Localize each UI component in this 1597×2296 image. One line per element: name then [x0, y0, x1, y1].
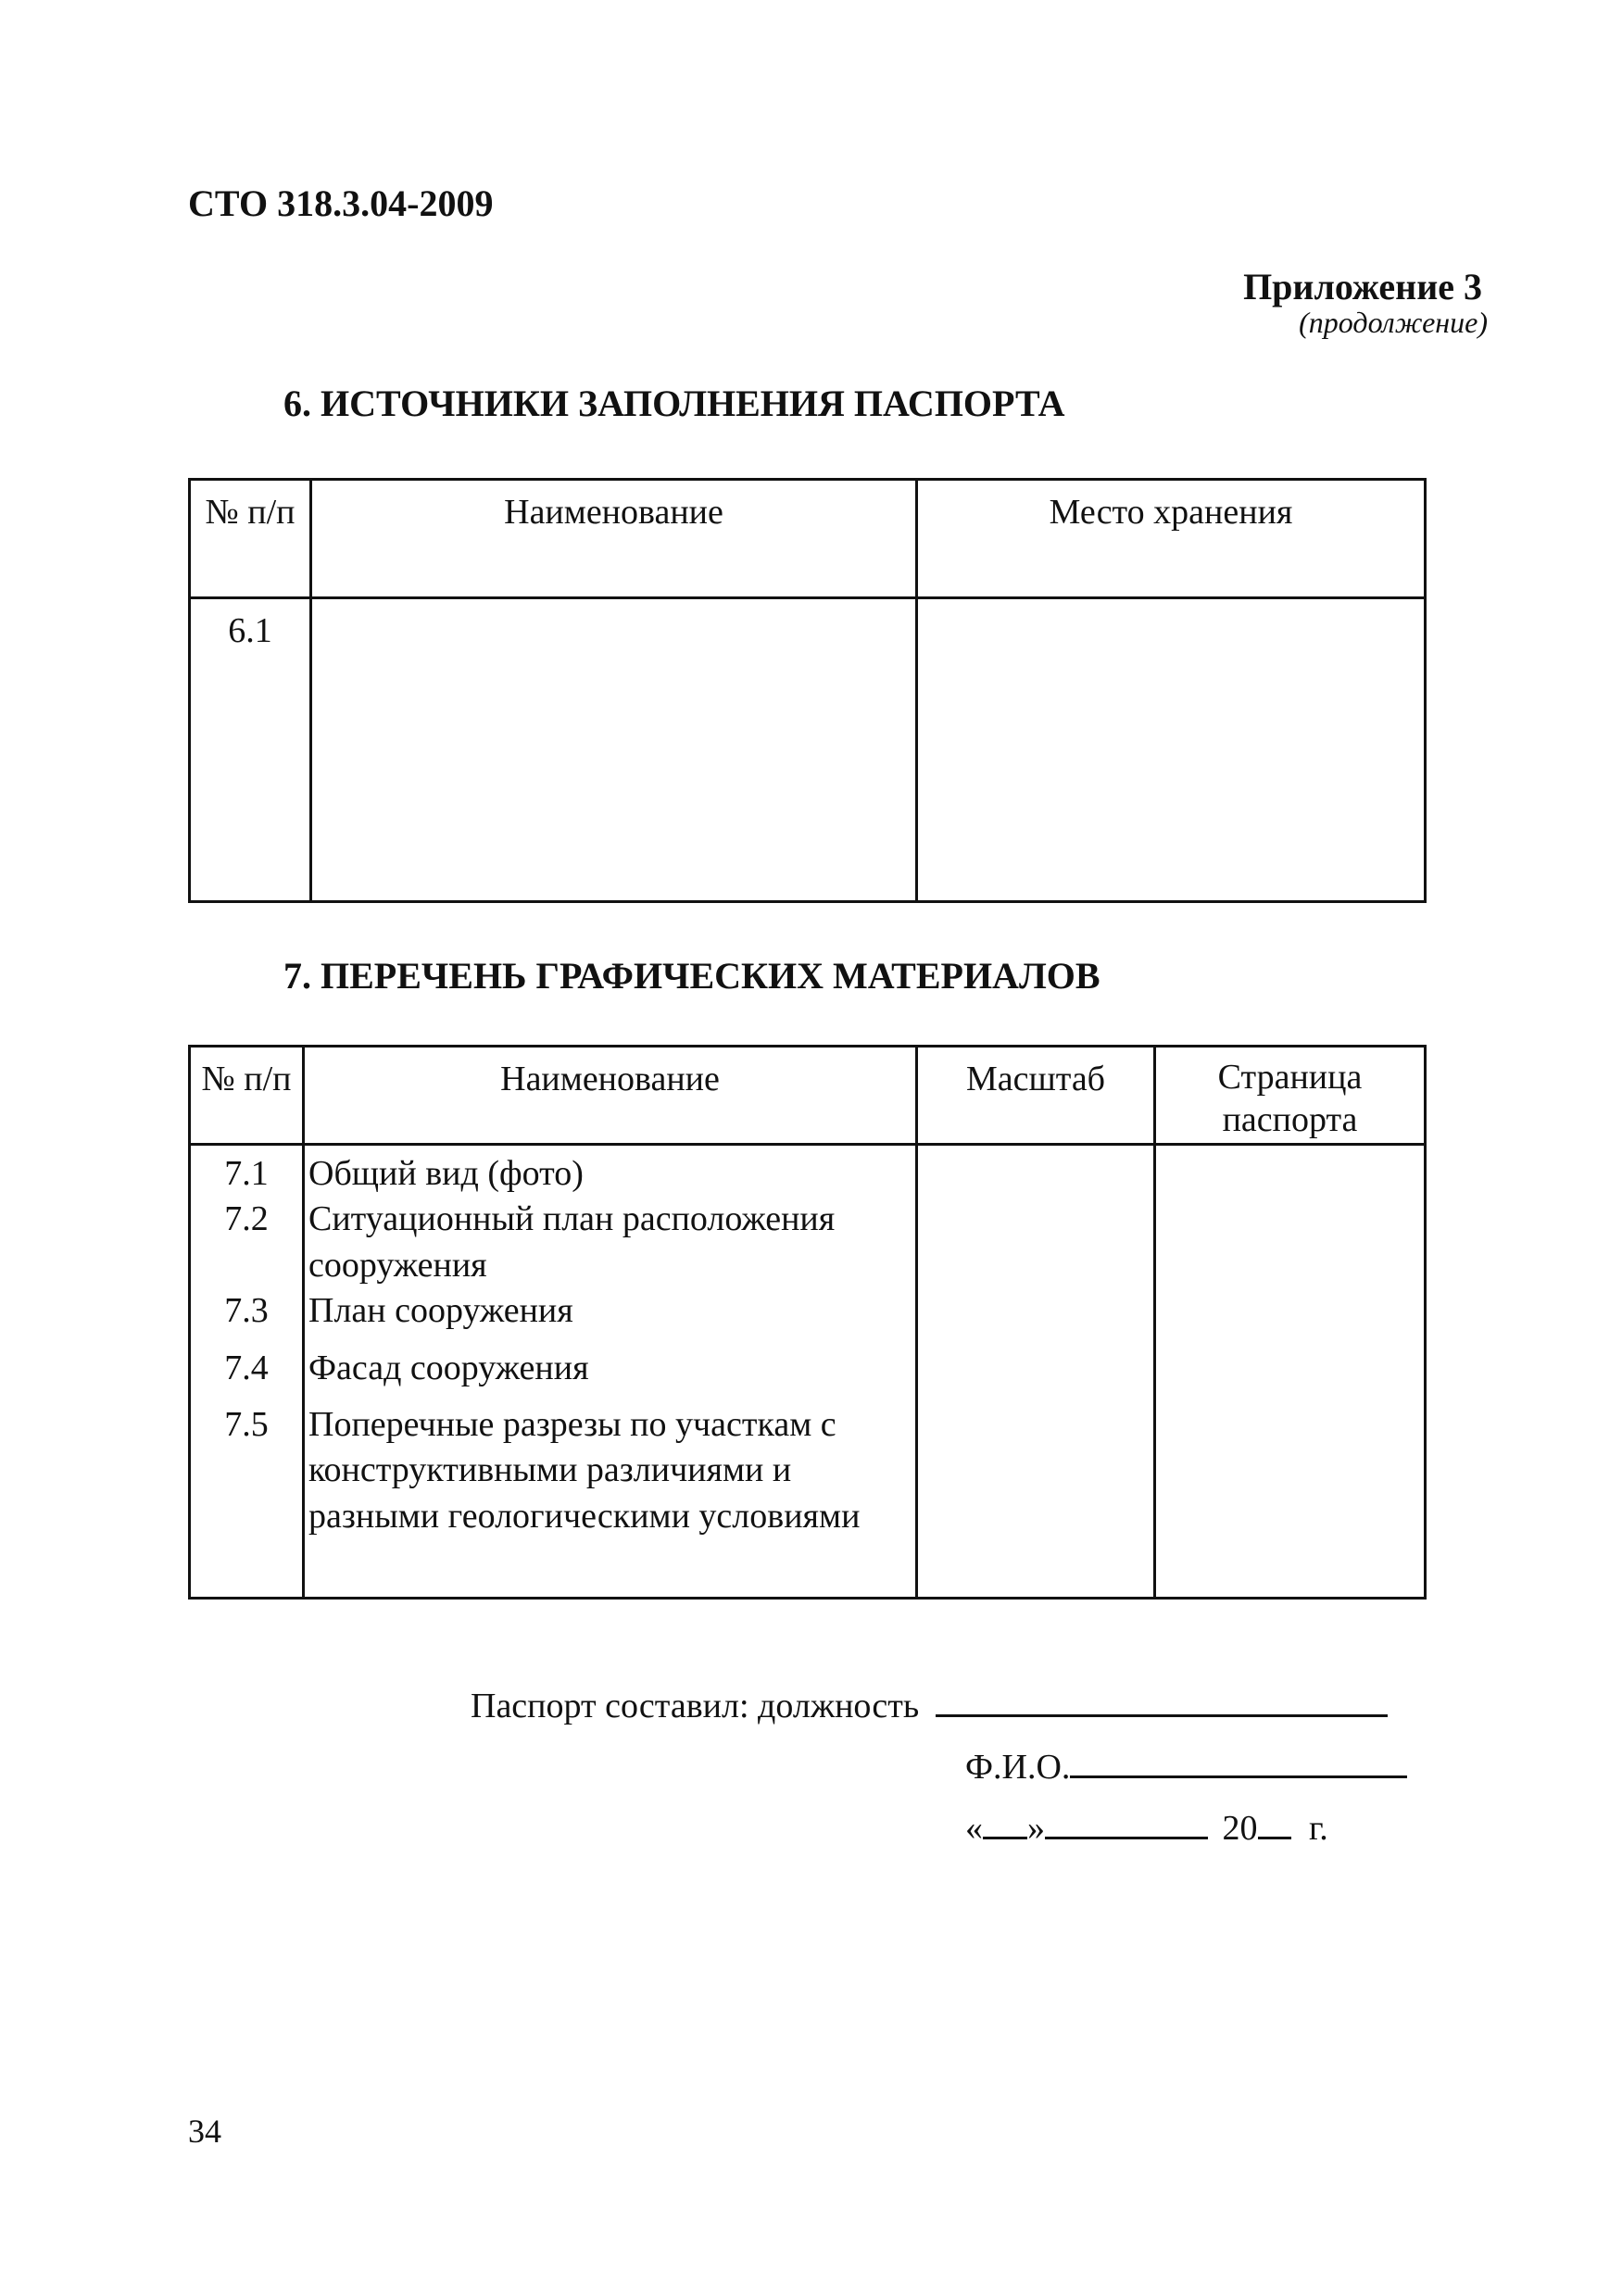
section-6-title: 6. ИСТОЧНИКИ ЗАПОЛНЕНИЯ ПАСПОРТА	[283, 383, 1065, 424]
column-header-number: № п/п	[190, 480, 311, 598]
graphics-table	[188, 1045, 1427, 1600]
name-blank	[1070, 1775, 1407, 1778]
list-item: Ситуационный план расположения	[308, 1199, 836, 1239]
appendix-note: (продолжение)	[1299, 306, 1488, 339]
list-item-continuation: конструктивными различиями и	[308, 1450, 792, 1490]
list-item: План сооружения	[308, 1291, 573, 1331]
row-storage-cell	[917, 598, 1426, 902]
row-number: 7.2	[224, 1199, 269, 1239]
signature-name-line	[965, 1747, 1407, 1788]
row-numbers-cell	[190, 1145, 304, 1599]
section-7-title: 7. ПЕРЕЧЕНЬ ГРАФИЧЕСКИХ МАТЕРИАЛОВ	[283, 955, 1100, 997]
month-blank	[1045, 1836, 1208, 1839]
day-blank	[983, 1836, 1027, 1839]
signature-date-line	[965, 1808, 1328, 1849]
column-header-page-line2: паспорта	[1222, 1099, 1358, 1139]
list-item-continuation: разными геологическими условиями	[308, 1496, 861, 1536]
date-close-quote: »	[1027, 1809, 1045, 1848]
column-header-name: Наименование	[304, 1047, 917, 1145]
year-prefix: 20	[1222, 1809, 1258, 1848]
date-open-quote: «	[965, 1809, 983, 1848]
sources-table	[188, 478, 1427, 903]
column-header-page-line1: Страница	[1217, 1058, 1363, 1097]
signature-name-label: Ф.И.О.	[965, 1748, 1071, 1787]
signature-position-line	[471, 1686, 1388, 1726]
row-names-cell	[304, 1145, 917, 1599]
column-header-name: Наименование	[311, 480, 917, 598]
signature-position-label: Паспорт составил: должность	[471, 1687, 920, 1725]
row-number: 7.5	[224, 1404, 269, 1444]
page-cell	[1155, 1145, 1426, 1599]
row-number: 7.3	[224, 1291, 269, 1331]
document-code: СТО 318.3.04-2009	[188, 182, 494, 224]
row-number: 7.4	[224, 1348, 269, 1387]
row-name-cell	[311, 598, 917, 902]
table-body-row	[190, 1145, 1426, 1599]
page-number: 34	[188, 2113, 221, 2150]
table-header-row	[190, 480, 1426, 598]
column-header-number: № п/п	[190, 1047, 304, 1145]
scale-cell	[917, 1145, 1155, 1599]
year-suffix: г.	[1309, 1809, 1328, 1848]
position-blank	[936, 1713, 1388, 1717]
row-number: 7.1	[224, 1154, 269, 1193]
column-header-scale: Масштаб	[917, 1047, 1155, 1145]
table-row	[190, 598, 1426, 902]
column-header-storage: Место хранения	[917, 480, 1426, 598]
year-blank	[1258, 1836, 1291, 1839]
list-item-continuation: сооружения	[308, 1245, 487, 1285]
appendix-title: Приложение 3	[1243, 266, 1482, 307]
row-number: 6.1	[190, 598, 311, 902]
table-header-row	[190, 1047, 1426, 1145]
list-item: Поперечные разрезы по участкам с	[308, 1404, 836, 1444]
list-item: Фасад сооружения	[308, 1348, 589, 1387]
list-item: Общий вид (фото)	[308, 1154, 584, 1193]
column-header-page	[1155, 1047, 1426, 1145]
